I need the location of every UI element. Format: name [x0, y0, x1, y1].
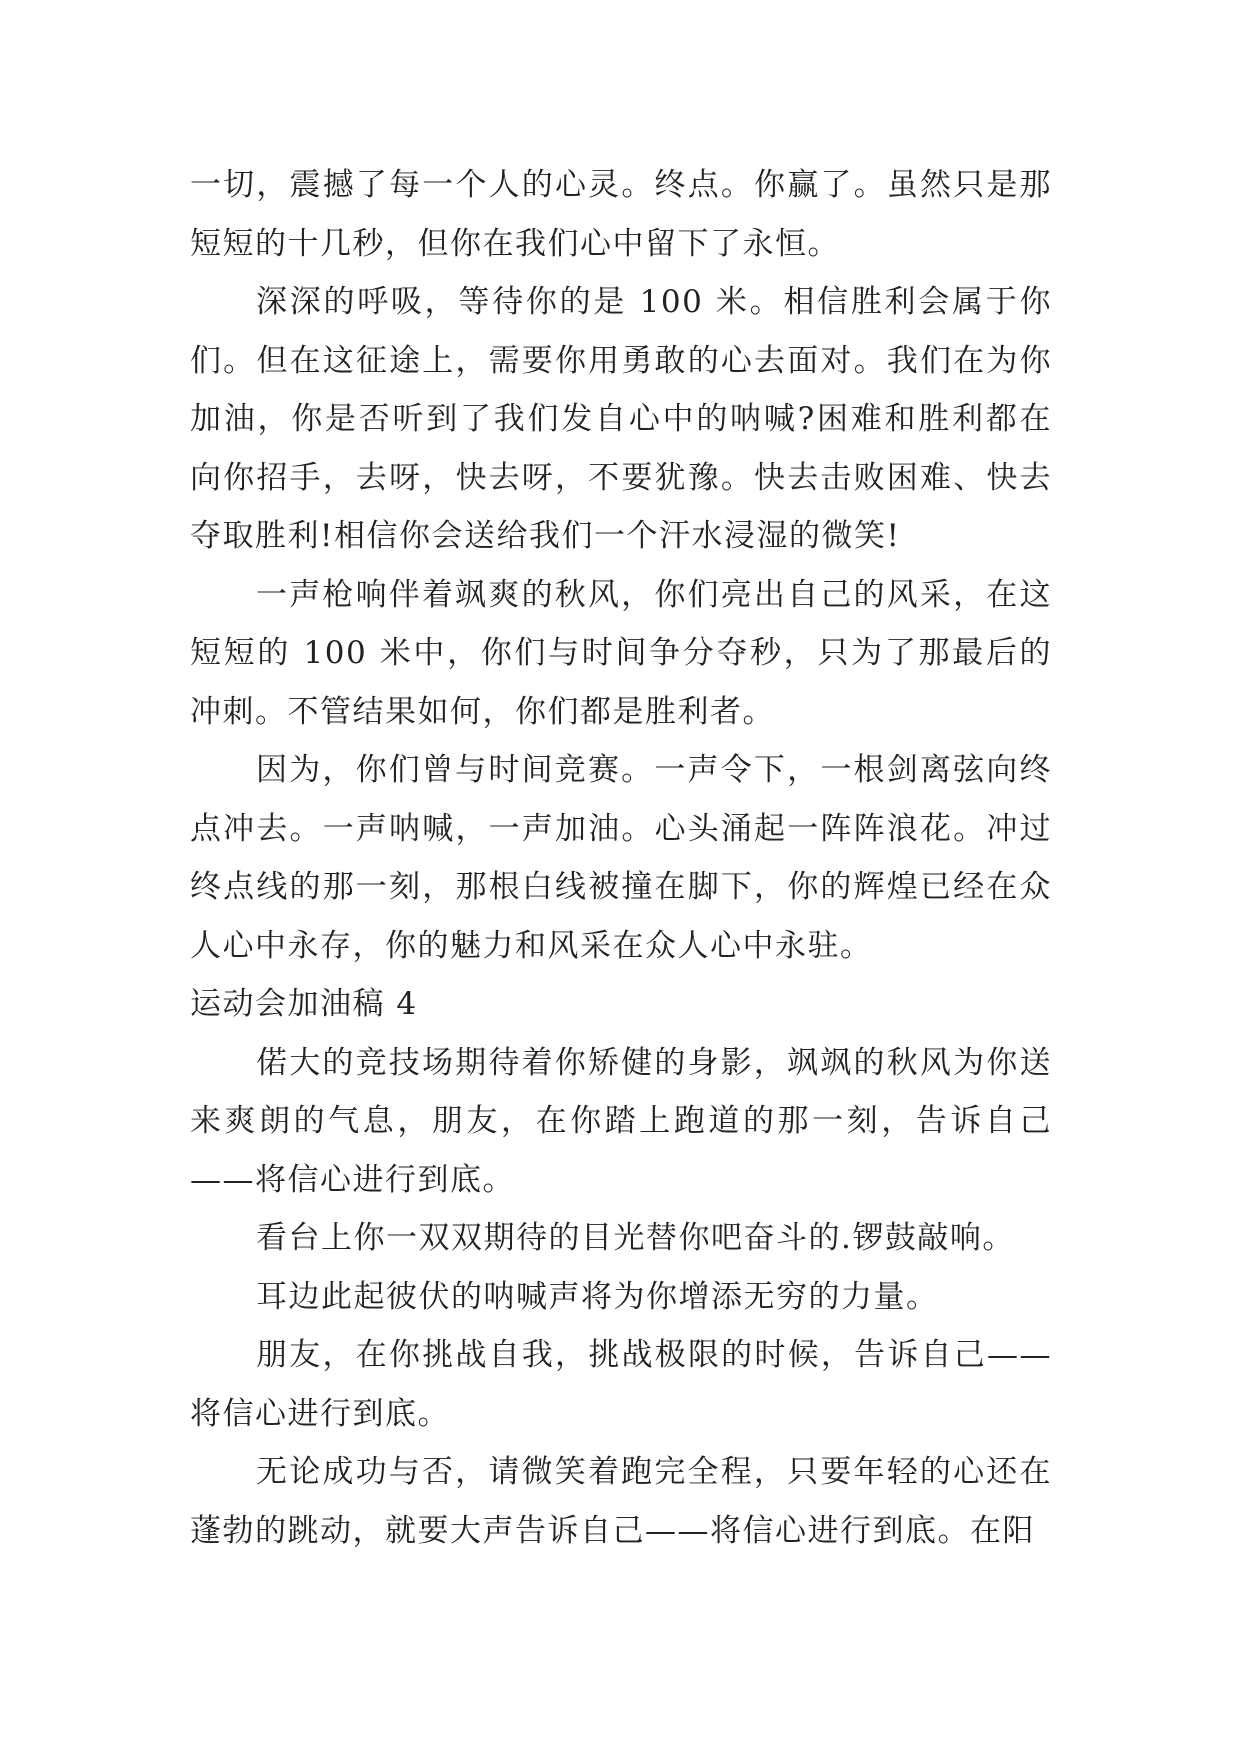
paragraph-6: 看台上你一双双期待的目光替你吧奋斗的.锣鼓敲响。: [256, 1220, 1015, 1256]
paragraph-3: 一声枪响伴着飒爽的秋风，你们亮出自己的风采，在这短短的 100 米中，你们与时间争分夺秒，只为了那最后的冲刺。不管结果如何，你们都是胜利者。: [190, 576, 1052, 730]
section-title: 运动会加油稿 4: [190, 986, 418, 1022]
paragraph-7: 耳边此起彼伏的呐喊声将为你增添无穷的力量。: [256, 1278, 939, 1315]
paragraph-4: 因为，你们曾与时间竞赛。一声令下，一根剑离弦向终点冲去。一声呐喊，一声加油。心头涌起一阵阵浪花。冲过终点线的那一刻，那根白线被撞在脚下，你的辉煌已经在众人心中永存，你的魅力和风采在众人心中永驻。: [190, 752, 1052, 964]
paragraph-5: 偌大的竞技场期待着你矫健的身影，飒飒的秋风为你送来爽朗的气息，朋友，在你踏上跑道的那一刻，告诉自己——将信心进行到底。: [190, 1044, 1052, 1198]
paragraph-2: 深深的呼吸，等待你的是 100 米。相信胜利会属于你们。但在这征途上，需要你用勇敢的心去面对。我们在为你加油，你是否听到了我们发自心中的呐喊?困难和胜利都在向你招手，去呀，快去呀，不要犹豫。快去击败困难、快去夺取胜利!相信你会送给我们一个汗水浸湿的微笑!: [190, 284, 1052, 554]
paragraph-9: 无论成功与否，请微笑着跑完全程，只要年轻的心还在蓬勃的跳动，就要大声告诉自己——将信心进行到底。在阳: [190, 1454, 1052, 1549]
document-body: [190, 156, 1052, 1560]
paragraph-8: 朋友，在你挑战自我，挑战极限的时候，告诉自己——将信心进行到底。: [190, 1337, 1052, 1432]
paragraph-1: 一切，震撼了每一个人的心灵。终点。你赢了。虽然只是那短短的十几秒，但你在我们心中留下了永恒。: [190, 167, 1052, 262]
